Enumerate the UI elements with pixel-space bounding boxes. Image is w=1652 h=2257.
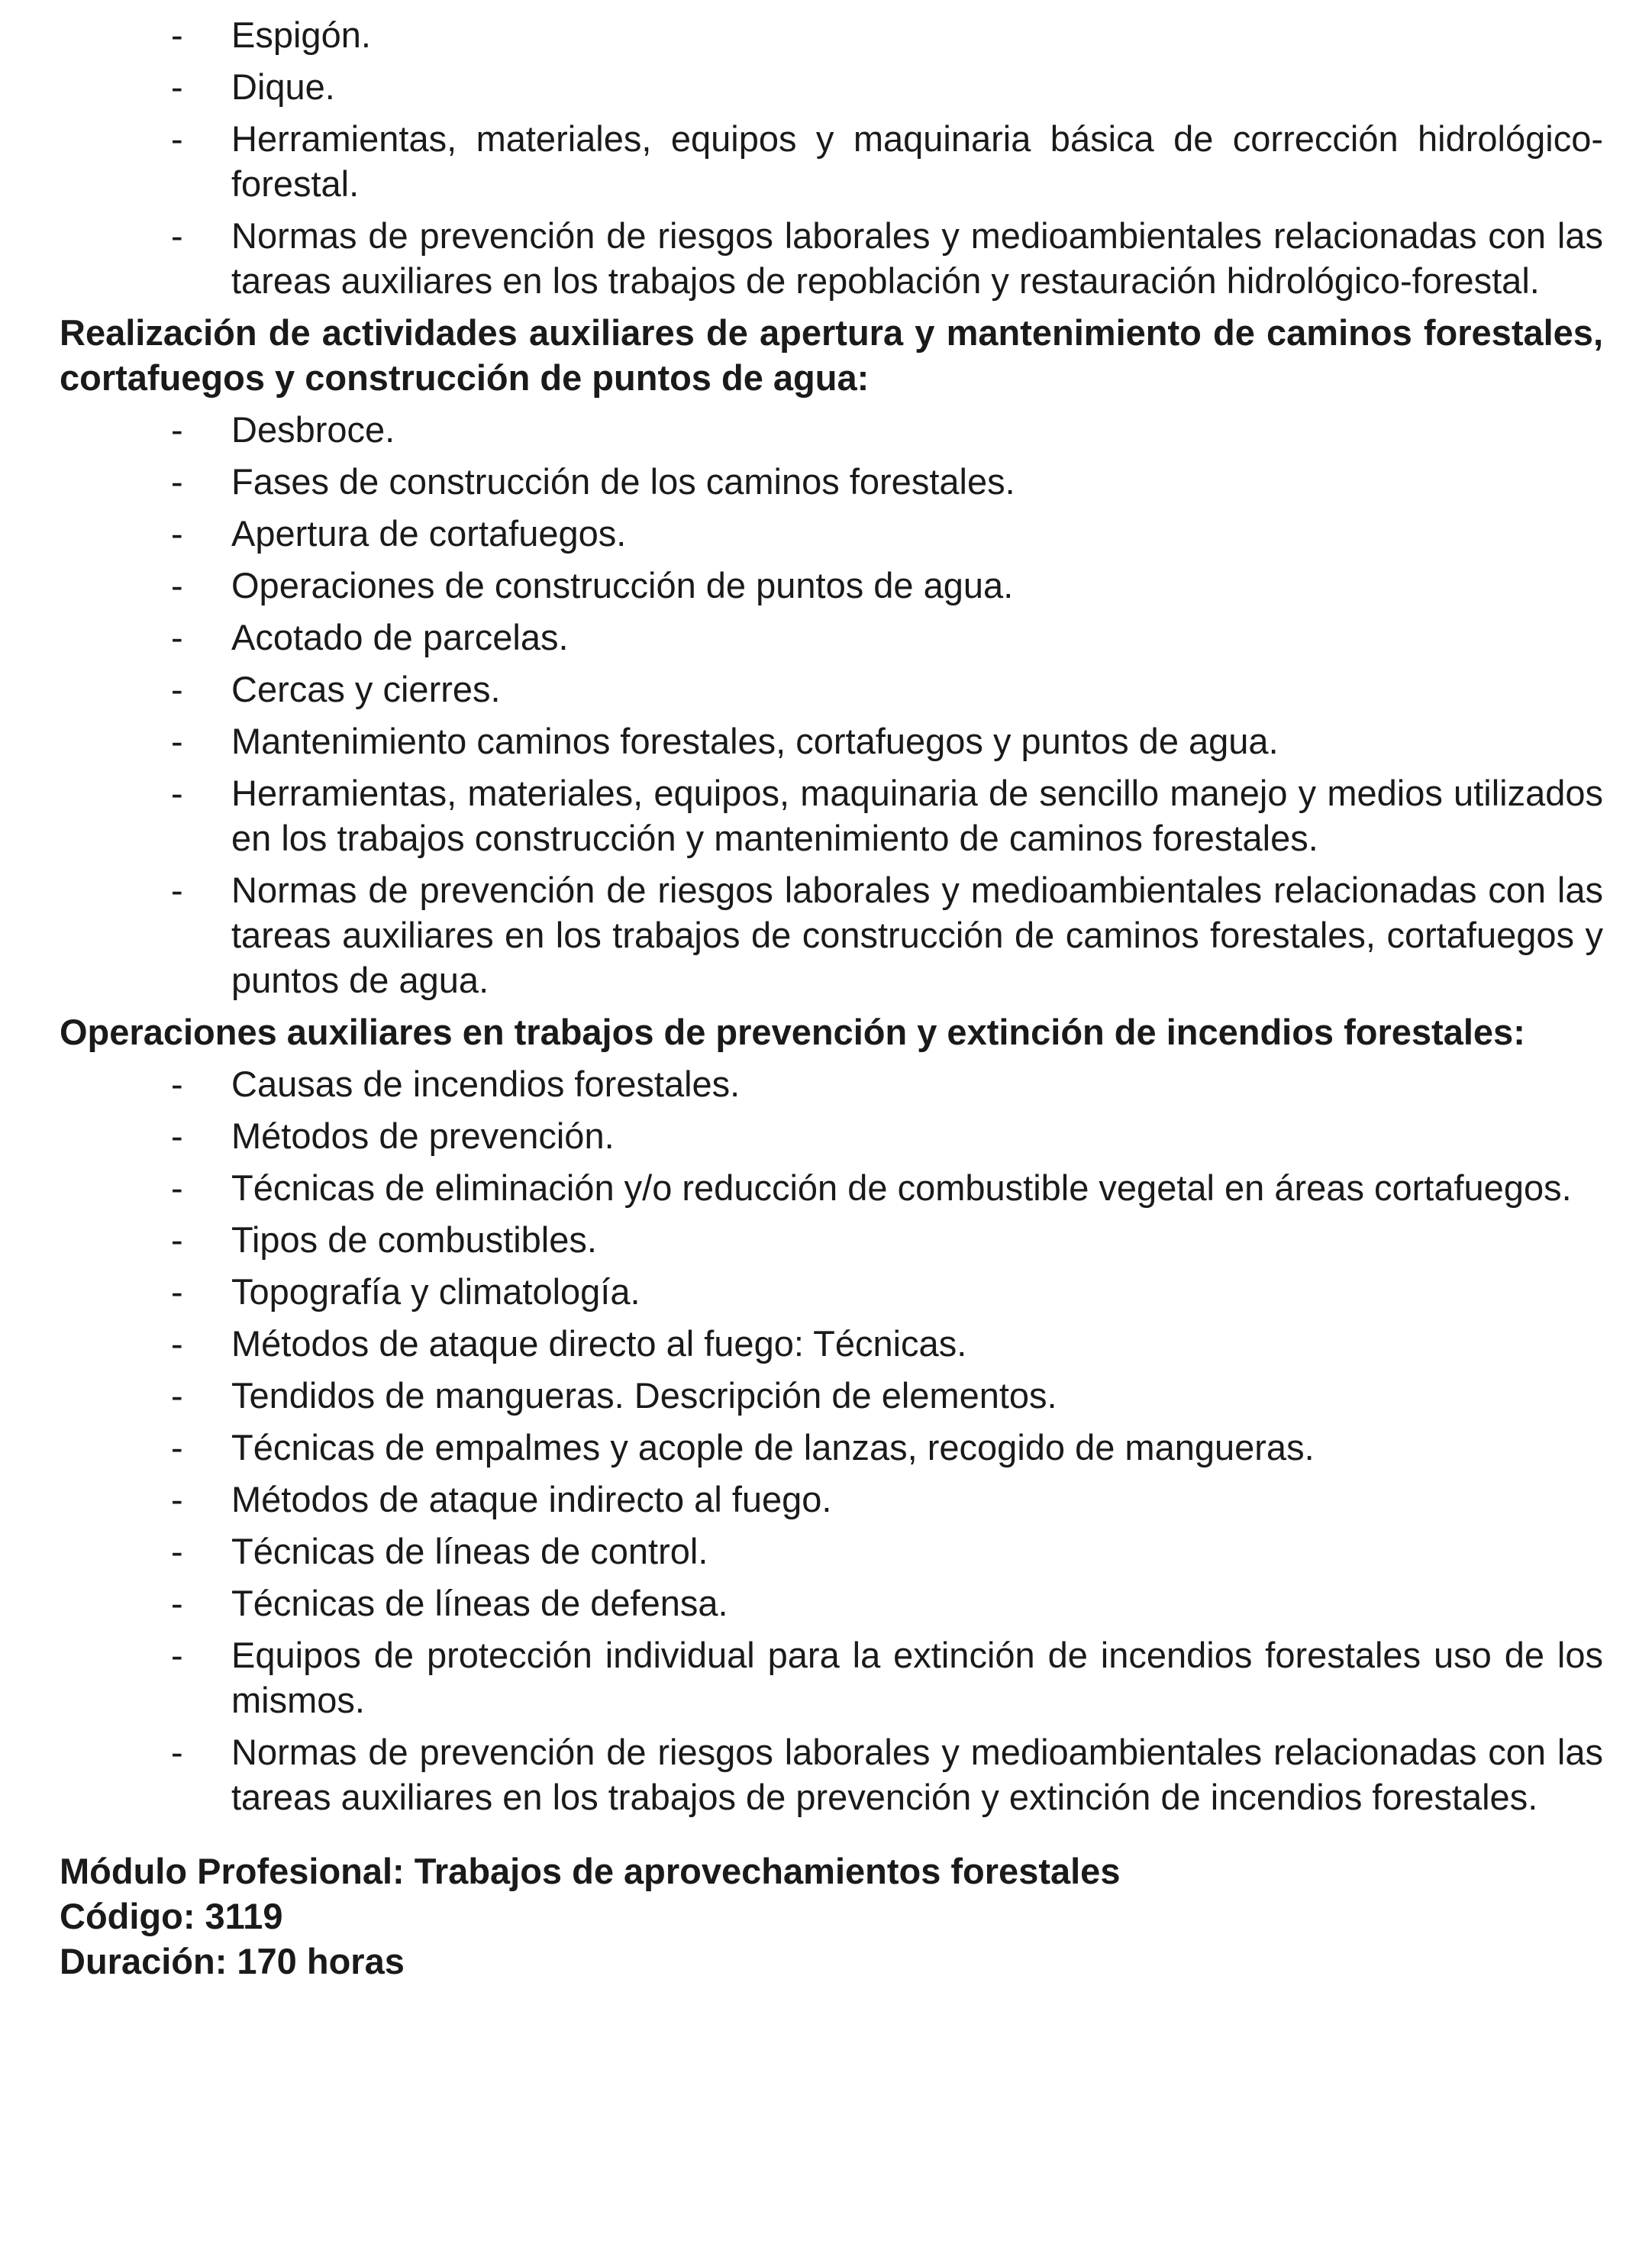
list-item-text: Normas de prevención de riesgos laborales y medioambientales relacionadas con las tareas auxiliares en los trabajos de construcción de caminos forestales, cortafuegos y puntos de agua. — [231, 870, 1603, 1000]
list-item — [60, 718, 1603, 764]
dash-bullet: - — [171, 1167, 183, 1208]
list-item — [60, 407, 1603, 452]
list-item — [60, 1269, 1603, 1314]
list-item — [60, 213, 1603, 303]
list-item-text: Acotado de parcelas. — [231, 617, 569, 657]
list-item — [60, 667, 1603, 712]
list-item-text: Espigón. — [231, 15, 371, 55]
dash-bullet: - — [171, 15, 183, 55]
list-item — [60, 770, 1603, 861]
dash-bullet: - — [171, 870, 183, 910]
dash-bullet: - — [171, 66, 183, 107]
list-item-text: Técnicas de empalmes y acople de lanzas, recogido de mangueras. — [231, 1427, 1315, 1468]
list-item-text: Fases de construcción de los caminos forestales. — [231, 461, 1015, 502]
dash-bullet: - — [171, 1116, 183, 1156]
list-item-text: Normas de prevención de riesgos laborales y medioambientales relacionadas con las tareas auxiliares en los trabajos de prevención y extinción de incendios forestales. — [231, 1732, 1603, 1817]
module-title: Módulo Profesional: Trabajos de aprovechamientos forestales — [60, 1851, 1121, 1891]
list-item — [60, 1477, 1603, 1522]
list-item — [60, 116, 1603, 206]
list-item — [60, 1061, 1603, 1106]
dash-bullet: - — [171, 1271, 183, 1312]
list-item — [60, 1729, 1603, 1819]
dash-bullet: - — [171, 461, 183, 502]
dash-bullet: - — [171, 1375, 183, 1416]
list-item-text: Métodos de ataque indirecto al fuego. — [231, 1479, 832, 1519]
dash-bullet: - — [171, 617, 183, 657]
dash-bullet: - — [171, 1219, 183, 1260]
list-item — [60, 1373, 1603, 1418]
list-item-text: Técnicas de eliminación y/o reducción de combustible vegetal en áreas cortafuegos. — [231, 1167, 1572, 1208]
dash-bullet: - — [171, 1323, 183, 1364]
list-item — [60, 1113, 1603, 1158]
list-item — [60, 1529, 1603, 1574]
section-heading-incendios: Operaciones auxiliares en trabajos de prevención y extinción de incendios forestales: — [60, 1012, 1525, 1052]
list-item-text: Tipos de combustibles. — [231, 1219, 597, 1260]
dash-bullet: - — [171, 1732, 183, 1772]
list-item-text: Causas de incendios forestales. — [231, 1064, 740, 1104]
list-item-text: Cercas y cierres. — [231, 669, 501, 709]
section-list-caminos — [60, 407, 1603, 1003]
list-item-text: Técnicas de líneas de defensa. — [231, 1583, 728, 1623]
list-item — [60, 563, 1603, 608]
list-item — [60, 511, 1603, 556]
list-item — [60, 1217, 1603, 1262]
dash-bullet: - — [171, 409, 183, 450]
list-item — [60, 615, 1603, 660]
dash-bullet: - — [171, 215, 183, 256]
list-item — [60, 1321, 1603, 1366]
list-item-text: Equipos de protección individual para la extinción de incendios forestales uso de los mismos. — [231, 1635, 1603, 1720]
list-item-text: Tendidos de mangueras. Descripción de elementos. — [231, 1375, 1057, 1416]
dash-bullet: - — [171, 1479, 183, 1519]
list-item — [60, 64, 1603, 109]
list-item — [60, 459, 1603, 504]
list-item-text: Herramientas, materiales, equipos y maquinaria básica de corrección hidrológico-forestal. — [231, 118, 1603, 204]
list-item — [60, 1165, 1603, 1210]
list-item-text: Mantenimiento caminos forestales, cortafuegos y puntos de agua. — [231, 721, 1279, 761]
list-item-text: Operaciones de construcción de puntos de agua. — [231, 565, 1014, 605]
list-item — [60, 867, 1603, 1003]
list-item-text: Desbroce. — [231, 409, 395, 450]
dash-bullet: - — [171, 1427, 183, 1468]
module-info — [60, 1849, 1603, 1984]
section-heading-caminos: Realización de actividades auxiliares de apertura y mantenimiento de caminos forestales, cortafuegos y construcción de puntos de agua: — [60, 312, 1603, 398]
dash-bullet: - — [171, 721, 183, 761]
list-item-text: Dique. — [231, 66, 335, 107]
module-duration: Duración: 170 horas — [60, 1941, 405, 1981]
list-item-text: Topografía y climatología. — [231, 1271, 640, 1312]
list-item-text: Herramientas, materiales, equipos, maquinaria de sencillo manejo y medios utilizados en los trabajos construcción y mantenimiento de caminos forestales. — [231, 773, 1603, 858]
intro-list — [60, 12, 1603, 303]
dash-bullet: - — [171, 1635, 183, 1675]
list-item-text: Métodos de ataque directo al fuego: Técnicas. — [231, 1323, 967, 1364]
list-item — [60, 1425, 1603, 1470]
section-list-incendios — [60, 1061, 1603, 1819]
dash-bullet: - — [171, 565, 183, 605]
list-item-text: Técnicas de líneas de control. — [231, 1531, 708, 1571]
dash-bullet: - — [171, 1583, 183, 1623]
dash-bullet: - — [171, 773, 183, 813]
document-body — [60, 12, 1603, 1984]
list-item — [60, 1632, 1603, 1723]
list-item-text: Apertura de cortafuegos. — [231, 513, 627, 554]
list-item-text: Normas de prevención de riesgos laborales y medioambientales relacionadas con las tareas auxiliares en los trabajos de repoblación y restauración hidrológico-forestal. — [231, 215, 1603, 301]
dash-bullet: - — [171, 513, 183, 554]
dash-bullet: - — [171, 1531, 183, 1571]
module-code: Código: 3119 — [60, 1896, 283, 1936]
list-item — [60, 12, 1603, 57]
list-item — [60, 1581, 1603, 1626]
list-item-text: Métodos de prevención. — [231, 1116, 615, 1156]
dash-bullet: - — [171, 669, 183, 709]
dash-bullet: - — [171, 1064, 183, 1104]
dash-bullet: - — [171, 118, 183, 159]
